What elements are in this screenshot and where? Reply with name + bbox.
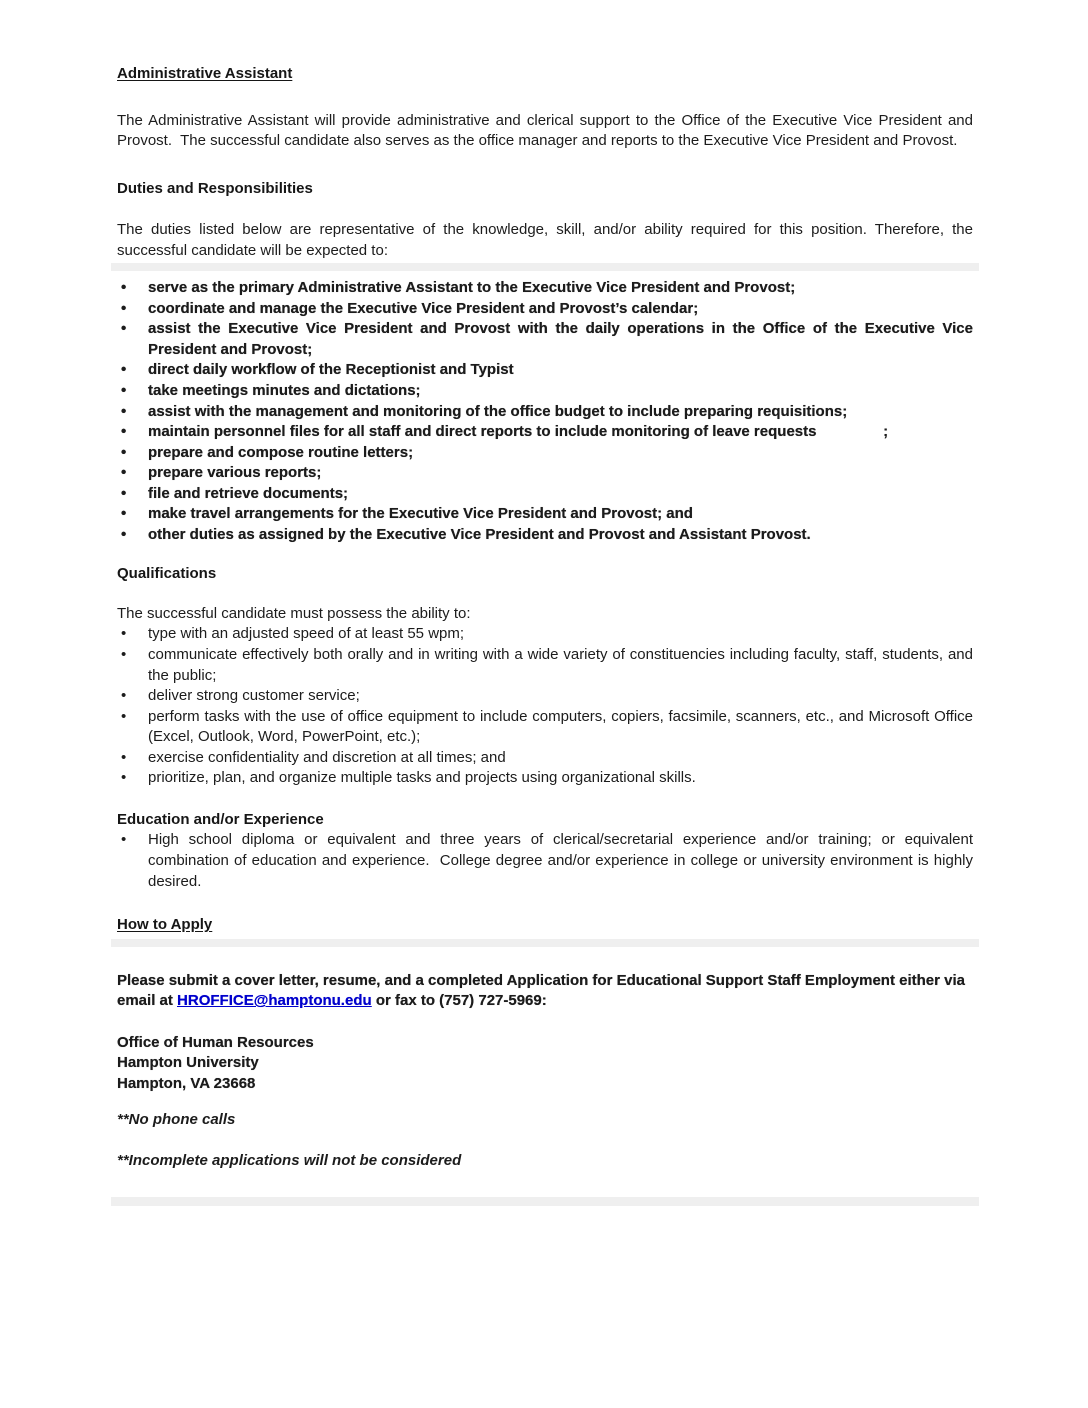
duties-list-item: • prepare various reports; [117,463,973,484]
qualifications-list-item: • communicate effectively both orally and in writing with a wide variety of constituencies including faculty, staff, students, and the public; [117,645,973,686]
duties-list-item: • assist the Executive Vice President and Provost with the daily operations in the Office of the Executive Vice President and Provost; [117,319,973,360]
duties-list [117,278,973,545]
duties-list-item: • maintain personnel files for all staff and direct reports to include monitoring of leave requests ; [117,422,973,443]
incomplete-applications-note: **Incomplete applications will not be considered [117,1151,462,1169]
apply-text-after-email: or fax to (757) 727-5969: [371,992,547,1010]
duties-heading: Duties and Responsibilities [117,179,313,197]
qualifications-list [117,624,973,788]
duties-list-item: • make travel arrangements for the Executive Vice President and Provost; and [117,504,973,525]
education-list-item: • High school diploma or equivalent and three years of clerical/secretarial experience and/or training; or equivalent combination of education and experience. College degree and/or experience in college or university environment is highly desired. [117,830,973,892]
email-link[interactable]: HROFFICE@hamptonu.edu [177,992,372,1010]
address-line-office: Office of Human Resources [117,1033,314,1051]
education-list [117,830,973,892]
address-block [117,1033,973,1095]
qualifications-list-item: • deliver strong customer service; [117,686,973,707]
qualifications-heading: Qualifications [117,565,217,583]
address-line-university: Hampton University [117,1054,259,1072]
apply-text-before-email: Please submit a cover letter, resume, and a completed Application for Educational Support Staff Employment either via email at [117,971,965,1010]
bottom-divider-bar [111,1197,979,1206]
address-line-city: Hampton, VA 23668 [117,1074,256,1092]
duties-list-item: • other duties as assigned by the Executive Vice President and Provost and Assistant Provost. [117,525,973,546]
section-divider-bar [111,939,979,947]
duties-list-item: • take meetings minutes and dictations; [117,381,973,402]
no-phone-calls-note: **No phone calls [117,1111,236,1129]
qualifications-list-item: • type with an adjusted speed of at least 55 wpm; [117,624,973,645]
qualifications-list-item: • exercise confidentiality and discretion at all times; and [117,748,973,769]
duties-list-item: • serve as the primary Administrative Assistant to the Executive Vice President and Provost; [117,278,973,299]
duties-list-item: • prepare and compose routine letters; [117,443,973,464]
duties-list-item: • coordinate and manage the Executive Vice President and Provost’s calendar; [117,299,973,320]
page-title: Administrative Assistant [117,65,293,82]
duties-list-item: • assist with the management and monitoring of the office budget to include preparing requisitions; [117,402,973,423]
apply-paragraph [117,971,973,1012]
duties-lead-paragraph: The duties listed below are representative of the knowledge, skill, and/or ability required for this position. Therefore, the successful candidate will be expected to: [117,221,973,259]
intro-paragraph: The Administrative Assistant will provide administrative and clerical support to the Office of the Executive Vice President and Provost. The successful candidate also serves as the office manager and reports to the Executive Vice President and Provost. [117,111,973,150]
duties-list-item: • direct daily workflow of the Receptionist and Typist [117,360,973,381]
qualifications-list-item: • perform tasks with the use of office equipment to include computers, copiers, facsimile, scanners, etc., and Microsoft Office (Excel, Outlook, Word, PowerPoint, etc.); [117,707,973,748]
qualifications-list-item: • prioritize, plan, and organize multiple tasks and projects using organizational skills. [117,768,973,789]
education-heading: Education and/or Experience [117,810,324,828]
qualifications-lead-paragraph: The successful candidate must possess the ability to: [117,604,471,622]
duties-list-item: • file and retrieve documents; [117,484,973,505]
section-divider-bar [111,263,979,271]
how-to-apply-heading: How to Apply [117,916,213,934]
